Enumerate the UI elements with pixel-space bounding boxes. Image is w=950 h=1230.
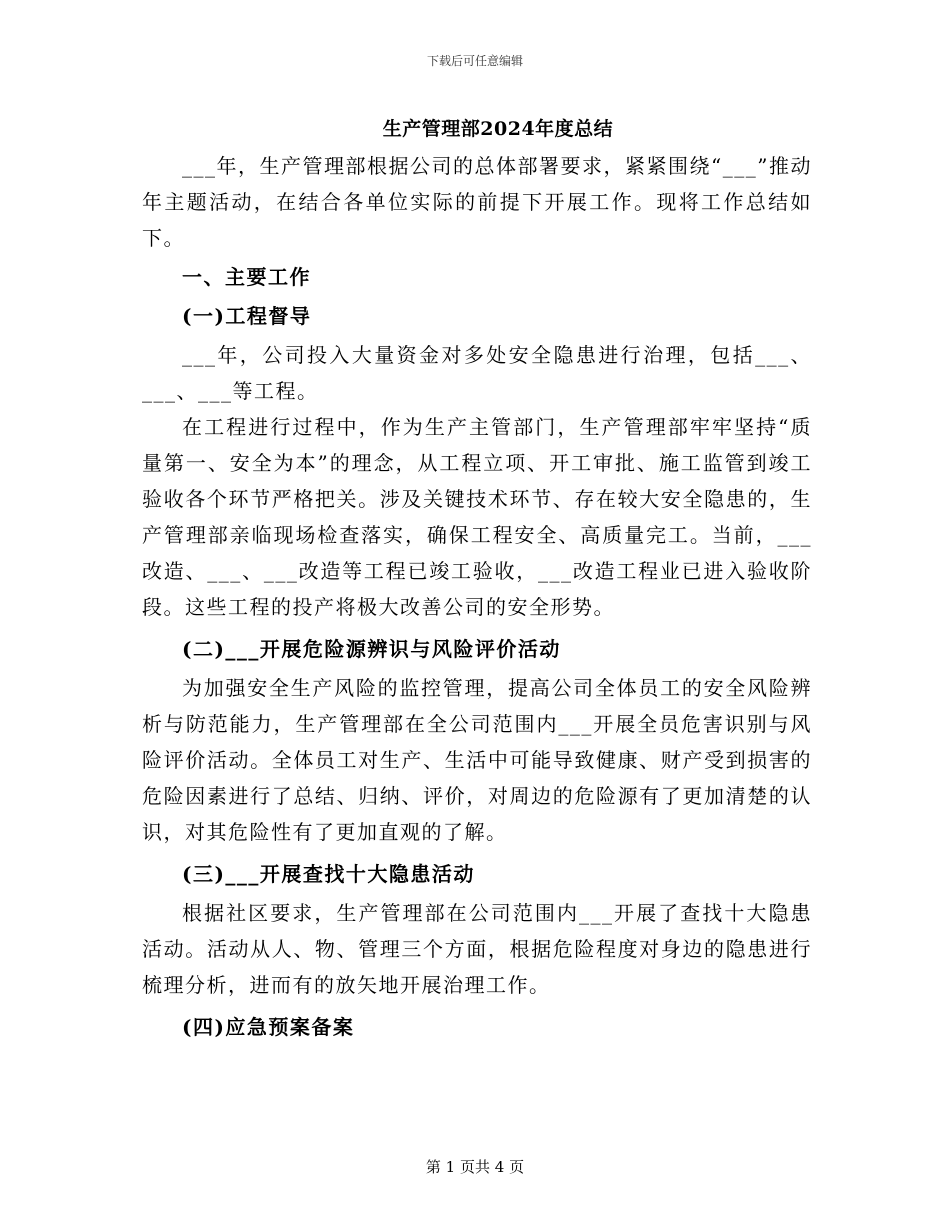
subsection-heading-engineering: (一)工程督导: [182, 304, 312, 328]
subsection-heading-emergency-plan: (四)应急预案备案: [182, 1015, 355, 1039]
paragraph-ten-hazards: 根据社区要求，生产管理部在公司范围内___开展了查找十大隐患活动。活动从人、物、管理三个方面，根据危险程度对身边的隐患进行梳理分析，进而有的放矢地开展治理工作。: [142, 901, 812, 997]
document-title: 生产管理部2024年度总结: [382, 118, 614, 140]
section-heading-main-work: 一、主要工作: [182, 265, 311, 289]
paragraph-engineering-process: 在工程进行过程中，作为生产主管部门，生产管理部牢牢坚持“质量第一、安全为本”的理念，从工程立项、开工审批、施工监管到竣工验收各个环节严格把关。涉及关键技术环节、存在较大安全隐患的，生产管理部亲临现场检查落实，确保工程安全、高质量完工。当前，___改造、___、___改造等工程已竣工验收，___改造工程业已进入验收阶段。这些工程的投产将极大改善公司的安全形势。: [142, 415, 812, 619]
paragraph-hazard-identification: 为加强安全生产风险的监控管理，提高公司全体员工的安全风险辨析与防范能力，生产管理部在全公司范围内___开展全员危害识别与风险评价活动。全体员工对生产、生活中可能导致健康、财产受到损害的危险因素进行了总结、归纳、评价，对周边的危险源有了更加清楚的认识，对其危险性有了更加直观的了解。: [142, 676, 812, 844]
document-body: [142, 148, 812, 1048]
header-note: 下载后可任意编辑: [426, 54, 523, 68]
subsection-heading-ten-hazards: (三)___开展查找十大隐患活动: [182, 862, 475, 886]
page-footer: 第 1 页共 4 页: [425, 1158, 525, 1176]
paragraph-engineering-investment: ___年，公司投入大量资金对多处安全隐患进行治理，包括___、___、___等工程。: [142, 343, 812, 403]
subsection-heading-hazard-identification: (二)___开展危险源辨识与风险评价活动: [182, 637, 561, 661]
intro-paragraph: ___年，生产管理部根据公司的总体部署要求，紧紧围绕“___”推动年主题活动，在结合各单位实际的前提下开展工作。现将工作总结如下。: [142, 154, 812, 250]
